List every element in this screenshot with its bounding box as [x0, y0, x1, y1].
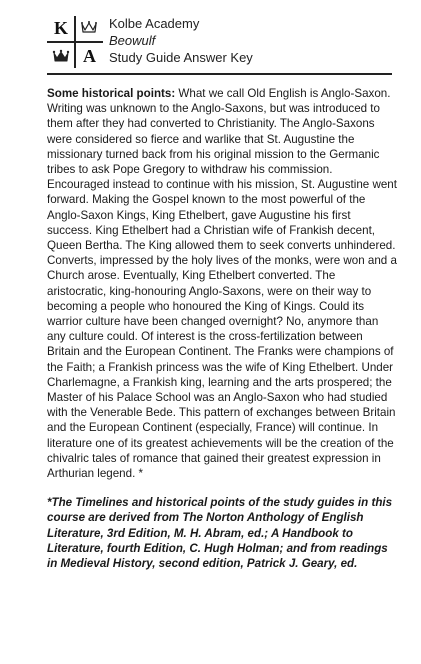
historical-points-paragraph: [47, 86, 397, 481]
document-type: Study Guide Answer Key: [109, 50, 253, 65]
header-rule: [47, 73, 392, 75]
section-label: Some historical points:: [47, 87, 176, 100]
crown-outline-icon: [80, 20, 98, 34]
crown-solid-icon: [52, 49, 70, 63]
document-header: [47, 14, 392, 70]
document-subtitle: Beowulf: [109, 33, 156, 48]
section-text: What we call Old English is Anglo-Saxon. Writing was unknown to the Anglo-Saxons, but was introduced to them after they had converted to Christianity. The Anglo-Saxons were considered so fierce and warlike that St. Augustine the missionary turned back from his original mission to the Germanic tribes to ask Pope Gregory to withdraw his commission. Encouraged instead to continue with his mission, St. Augustine went forward. Making the Gospel known to the most powerful of the Anglo-Saxon Kings, King Ethelbert, gave Augustine his first success. King Ethelbert had a Christian wife of Frankish decent, Queen Bertha. The King allowed them to seek converts unhindered. Converts, impressed by the holy lives of the monks, were won and a Church arose. Eventually, King Ethelbert converted. The aristocratic, king-honouring Anglo-Saxons, were on their way to becoming a people who honoured the King of Kings. Could its warrior culture have been changed overnight? No, anymore than any culture could. Of interest is the cross-fertilization between Britain and the European Continent. The Franks were champions of the Faith; a Frankish princess was the wife of King Ethelbert. Under Charlemagne, a Frankish king, learning and the arts prospered; the Master of his Palace School was an Anglo-Saxon who had studied with the Venerable Bede. This pattern of exchanges between Britain and the European Continent (especially, France) will continue. In literature one of its greatest achievements will be the creation of the chivalric tales of romance that gained their greatest expression in Arthurian legend. *: [47, 87, 397, 481]
institution-name: Kolbe Academy: [109, 16, 200, 31]
logo-letter-a: A: [83, 46, 96, 66]
header-text: [109, 15, 253, 66]
logo-divider-horizontal: [47, 41, 103, 43]
kolbe-academy-logo: [47, 14, 103, 70]
footnote: *The Timelines and historical points of the study guides in this course are derived from The Norton Anthology of English Literature, 3rd Edition, M. H. Abram, ed.; A Handbook to Literature, fourth Edition, C. Hugh Holman; and from readings in Medieval History, second edition, Patrick J. Geary, ed.: [47, 496, 393, 571]
logo-letter-k: K: [54, 18, 69, 38]
document-body: [47, 86, 397, 571]
